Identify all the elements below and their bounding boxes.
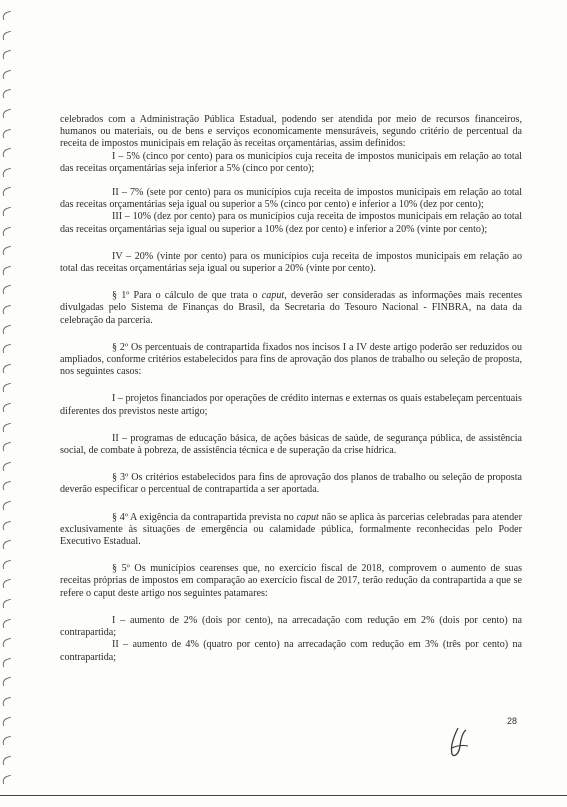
paragraph-1-rest: , deverão ser consideradas as informações mais recentes divulgadas pelo Sistema de Finanças do Brasil, da Secretaria do Tesouro Nacional - FINBRA, na data da celebração da parceria.: [60, 290, 522, 326]
binder-mark: [1, 246, 13, 256]
paragraph-3: § 3º Os critérios estabelecidos para fins de aprovação dos planos de trabalho ou seleção de proposta deverão especificar o percentual de contrapartida a ser aportada.: [60, 472, 522, 496]
paragraph-4-caput: caput: [296, 511, 319, 523]
paragraph-5-inciso-2: II – aumento de 4% (quatro por cento) na arrecadação com redução em 3% (três por cento) na contrapartida;: [60, 639, 522, 663]
binder-mark: [1, 50, 13, 60]
binder-mark: [1, 305, 13, 315]
binder-mark: [1, 344, 13, 354]
binder-mark: [1, 579, 13, 589]
binder-mark: [1, 716, 13, 726]
binder-mark: [1, 148, 13, 158]
inciso-1: I – 5% (cinco por cento) para os municípios cuja receita de impostos municipais em relação ao total das receitas orçamentárias seja inferior a 5% (cinco por cento);: [60, 150, 522, 174]
binder-mark: [1, 285, 13, 295]
binder-mark: [1, 520, 13, 530]
binder-mark: [1, 638, 13, 648]
binder-mark: [1, 403, 13, 413]
binder-mark: [1, 226, 13, 236]
page-number: 28: [507, 716, 518, 726]
binder-mark: [1, 383, 13, 393]
paragraph-4-lead: § 4º A exigência da contrapartida prevista no: [112, 511, 297, 523]
binder-mark: [1, 481, 13, 491]
binder-mark: [1, 540, 13, 550]
binder-mark: [1, 618, 13, 628]
signature-initials: [444, 724, 474, 760]
binder-mark: [1, 207, 13, 217]
binder-mark: [1, 187, 13, 197]
paragraph-5: § 5º Os municípios cearenses que, no exercício fiscal de 2018, comprovem o aumento de suas receitas próprias de impostos em comparação ao exercício fiscal de 2017, terão redução da contrapartida a que se refere o caput deste artigo nos seguintes patamares:: [60, 563, 522, 599]
binder-mark: [1, 755, 13, 765]
binder-mark: [1, 599, 13, 609]
paragraph-4: [60, 512, 522, 549]
paragraph-2-inciso-1: I – projetos financiados por operações de crédito internas e externas os quais estabeleçam percentuais diferentes dos previstos neste artigo;: [60, 393, 522, 417]
paragraph-5-inciso-1: I – aumento de 2% (dois por cento), na arrecadação com redução em 2% (dois por cento) na contrapartida;: [60, 614, 522, 639]
paragraph-4-rest: não se aplica às parcerias celebradas para atender exclusivamente às situações de emergência ou calamidade pública, formalmente reconhecidas pelo Poder Executivo Estadual.: [60, 511, 522, 548]
binder-hole-marks: [2, 0, 18, 807]
binder-mark: [1, 442, 13, 452]
binder-mark: [1, 167, 13, 177]
binder-mark: [1, 128, 13, 138]
binder-mark: [1, 30, 13, 40]
inciso-4: IV – 20% (vinte por cento) para os municípios cuja receita de impostos municipais em relação ao total das receitas orçamentárias seja igual ou superior a 20% (vinte por cento).: [60, 250, 522, 275]
binder-mark: [1, 69, 13, 79]
binder-mark: [1, 697, 13, 707]
binder-mark: [1, 677, 13, 687]
binder-mark: [1, 736, 13, 746]
binder-mark: [1, 89, 13, 99]
binder-mark: [1, 324, 13, 334]
paragraph-1-caput: caput: [261, 290, 285, 302]
binder-mark: [1, 422, 13, 432]
paragraph-2: § 2º Os percentuais de contrapartida fixados nos incisos I a IV deste artigo poderão ser reduzidos ou ampliados, conforme critérios estabelecidos para fins de aprovação dos planos de trabalho ou seleção de proposta, nos seguintes casos:: [60, 341, 522, 378]
paragraph-1: [60, 290, 522, 327]
binder-mark: [1, 559, 13, 569]
binder-mark: [1, 265, 13, 275]
binder-mark: [1, 461, 13, 471]
binder-mark: [1, 11, 13, 21]
inciso-3: III – 10% (dez por cento) para os municípios cuja receita de impostos municipais em relação ao total das receitas orçamentárias seja igual ou superior a 10% (dez por cento) e inferior a 20% (vinte por cento);: [60, 211, 522, 235]
binder-mark: [1, 501, 13, 511]
binder-mark: [1, 657, 13, 667]
document-body: [60, 114, 522, 664]
intro-paragraph: celebrados com a Administração Pública Estadual, podendo ser atendida por meio de recursos financeiros, humanos ou materiais, ou de bens e serviços economicamente mensuráveis, segundo critério de percentual da receita de impostos municipais em relação às receitas orçamentárias, assim definidos:: [60, 114, 522, 150]
binder-mark: [1, 775, 13, 785]
binder-mark: [1, 363, 13, 373]
binder-mark: [1, 109, 13, 119]
bottom-rule: [0, 795, 567, 796]
paragraph-1-lead: § 1º Para o cálculo de que trata o: [112, 290, 262, 302]
paragraph-2-inciso-2: II – programas de educação básica, de ações básicas de saúde, de segurança pública, de assistência social, de combate à pobreza, de assistência técnica e de superação da crise hídrica.: [60, 432, 522, 457]
inciso-2: II – 7% (sete por cento) para os municípios cuja receita de impostos municipais em relação ao total das receitas orçamentárias seja igual ou superior a 5% (cinco por cento) e inferior a 10% (dez por cento);: [60, 187, 522, 211]
